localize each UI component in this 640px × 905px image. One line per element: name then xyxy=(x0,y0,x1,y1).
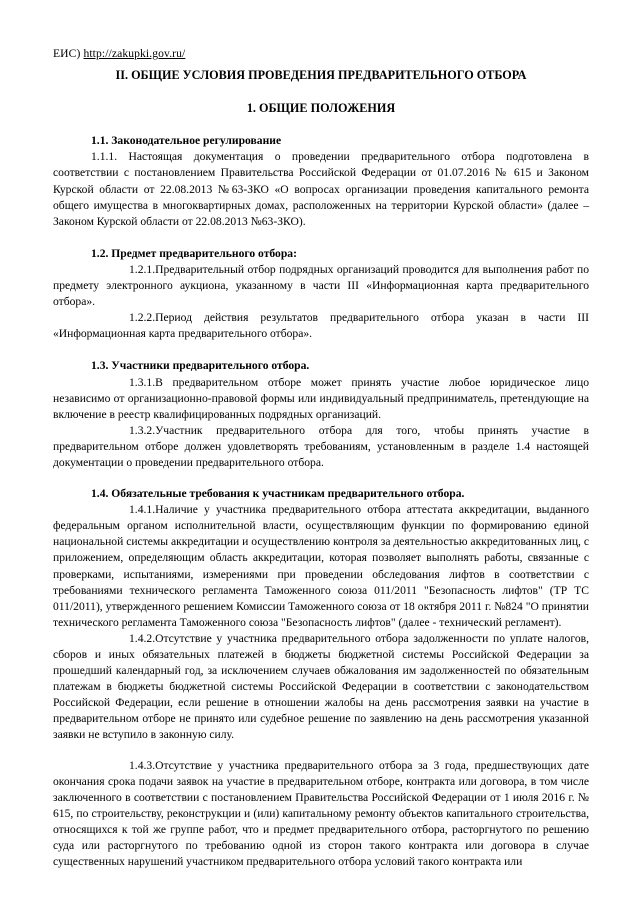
chapter-title: 1. ОБЩИЕ ПОЛОЖЕНИЯ xyxy=(246,101,396,116)
heading-1-3: 1.3. Участники предварительного отбора. xyxy=(91,359,310,373)
heading-1-4: 1.4. Обязательные требования к участникам предварительного отбора. xyxy=(91,487,465,501)
paragraph-1-2-1 xyxy=(53,262,589,310)
paragraph-text: В предварительном отборе может принять участие любое юридическое лицо независимо от организационно-правовой формы или индивидуальный предприниматель, претендующие на включение в реестр квалифицированных подрядных организаций. xyxy=(53,375,589,421)
paragraph-1-4-3 xyxy=(53,758,589,871)
paragraph-text: Предварительный отбор подрядных организаций проводится для выполнения работ по предмету электронного аукциона, указанному в части III «Информационная карта предварительного отбора». xyxy=(53,262,589,309)
heading-1-2: 1.2. Предмет предварительного отбора: xyxy=(91,246,297,260)
paragraph-1-4-1 xyxy=(53,502,589,631)
paragraph-number: 1.3.2. xyxy=(129,423,156,437)
document-page xyxy=(53,46,589,870)
paragraph-1-3-2 xyxy=(53,423,589,471)
paragraph-1-3-1 xyxy=(53,375,589,423)
paragraph-number: 1.4.1. xyxy=(129,503,156,517)
paragraph-1-2-2 xyxy=(53,310,589,342)
heading-1-1: 1.1. Законодательное регулирование xyxy=(91,134,282,148)
paragraph-text: Отсутствие у участника предварительного отбора задолженности по уплате налогов, сборов и иных обязательных платежей в бюджеты бюджетной системы Российской Федерации за прошедший календарный год, за исключением случаев обжалования им задолженностей по обязательным платежам в бюджеты бюджетной системы Российской Федерации в соответствии с законодательством Российской Федерации, если решение в отношении жалобы на день рассмотрения заявки на участие в предварительном отборе не принято или судебное решение по заявлению на день рассмотрения указанной заявки не вступило в законную силу. xyxy=(53,631,589,742)
paragraph-number: 1.4.3. xyxy=(129,758,156,772)
paragraph-number: 1.2.1. xyxy=(129,262,156,276)
eis-prefix: ЕИС) xyxy=(53,47,81,60)
eis-link[interactable]: http://zakupki.gov.ru/ xyxy=(83,47,186,60)
eis-line xyxy=(53,46,589,62)
paragraph-text: Наличие у участника предварительного отбора аттестата аккредитации, выданного федеральным органом исполнительной власти, осуществляющим функции по формированию единой национальной системы аккредитации и осуществлению контроля за деятельностью аккредитованных лиц, с приложением, определяющим область аккредитации, которая позволяет выполнять работы, связанные с проверками, испытаниями, измерениями при проведении обследования лифтов в соответствии с требованиями технического регламента Таможенного союза 011/2011 "Безопасность лифтов" (ТР ТС 011/2011), утвержденного решением Комиссии Таможенного союза от 18 октября 2011 г. №824 "О принятии технического регламента Таможенного союза "Безопасность лифтов" (далее - технический регламент). xyxy=(53,503,589,629)
section-title: II. ОБЩИЕ УСЛОВИЯ ПРОВЕДЕНИЯ ПРЕДВАРИТЕЛЬНОГО ОТБОРА xyxy=(115,68,527,83)
paragraph-number: 1.1.1. xyxy=(91,150,118,164)
paragraph-text: Участник предварительного отбора для того, чтобы принять участие в предварительном отборе должен удовлетворять требованиям, установленным в разделе 1.4 настоящей документации о проведении предварительного отбора. xyxy=(53,423,589,469)
paragraph-text: Период действия результатов предварительного отбора указан в части III «Информационная карта предварительного отбора». xyxy=(53,311,589,341)
paragraph-number: 1.4.2. xyxy=(129,631,156,645)
paragraph-number: 1.2.2. xyxy=(129,311,156,325)
paragraph-number: 1.3.1. xyxy=(129,375,156,389)
paragraph-1-1-1 xyxy=(53,149,589,229)
paragraph-1-4-2 xyxy=(53,631,589,744)
paragraph-text: Отсутствие у участника предварительного отбора за 3 года, предшествующих дате окончания срока подачи заявок на участие в предварительном отборе, контракта или договора, в том числе заключенного в соответствии с постановлением Правительства Российской Федерации от 1 июля 2016 г. № 615, по строительству, реконструкции и (или) капитальному ремонту объектов капитального строительства, относящихся к той же группе работ, что и предмет предварительного отбора, расторгнутого по решению суда или расторгнутого по требованию одной из сторон такого контракта или договора в случае существенных нарушений участником предварительного отбора условий такого контракта или xyxy=(53,758,589,869)
paragraph-text: Настоящая документация о проведении предварительного отбора подготовлена в соответствии с постановлением Правительства Российской Федерации от 01.07.2016 № 615 и Законом Курской области от 22.08.2013 №63-ЗКО «О вопросах организации проведения капитального ремонта общего имущества в многоквартирных домах, расположенных на территории Курской области» (далее – Законом Курской области от 22.08.2013 №63-ЗКО). xyxy=(53,150,589,228)
